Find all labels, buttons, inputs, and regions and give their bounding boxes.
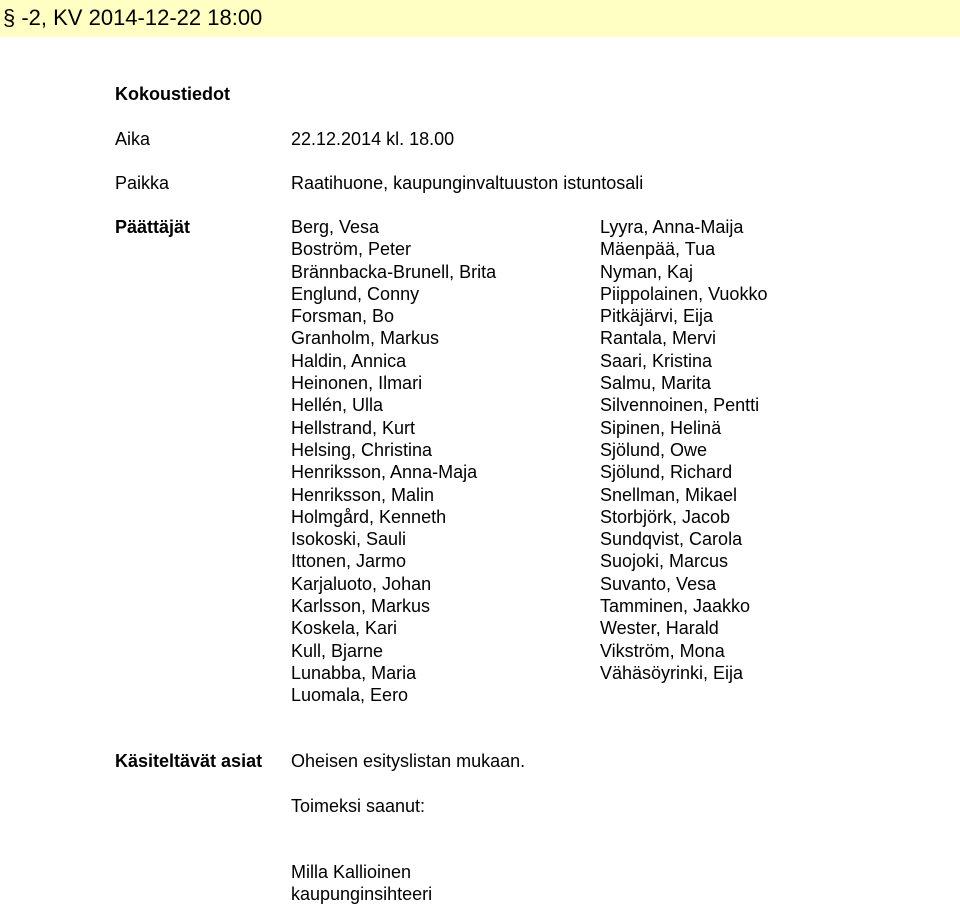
assigned-label: Toimeksi saanut: <box>291 796 426 816</box>
decider-name: Helsing, Christina <box>291 439 433 460</box>
deciders-list-left <box>291 216 496 707</box>
decider-name: Henriksson, Anna-Maja <box>291 462 478 483</box>
deciders-list-right <box>600 216 767 684</box>
decider-name: Pitkäjärvi, Eija <box>600 306 714 327</box>
decider-name: Kull, Bjarne <box>291 640 384 661</box>
decider-name: Lunabba, Maria <box>291 662 417 683</box>
decider-name: Granholm, Markus <box>291 328 440 349</box>
decider-name: Mäenpää, Tua <box>600 239 716 260</box>
decider-name: Sipinen, Helinä <box>600 417 722 438</box>
decider-name: Snellman, Mikael <box>600 484 738 505</box>
matters-value: Oheisen esityslistan mukaan. <box>291 751 526 771</box>
decider-name: Rantala, Mervi <box>600 328 717 349</box>
signer-title: kaupunginsihteeri <box>291 884 433 904</box>
decider-name: Nyman, Kaj <box>600 261 694 282</box>
decider-name: Suvanto, Vesa <box>600 573 717 594</box>
decider-name: Piippolainen, Vuokko <box>600 283 768 304</box>
section-title: Kokoustiedot <box>115 84 230 104</box>
decider-name: Hellén, Ulla <box>291 395 384 416</box>
decider-name: Sjölund, Owe <box>600 439 708 460</box>
decider-name: Karlsson, Markus <box>291 596 431 617</box>
header-bar <box>0 0 960 37</box>
decider-name: Salmu, Marita <box>600 373 712 394</box>
decider-name: Lyyra, Anna-Maija <box>600 217 744 237</box>
decider-name: Tamminen, Jaakko <box>600 596 751 617</box>
decider-name: Suojoki, Marcus <box>600 551 729 572</box>
decider-name: Haldin, Annica <box>291 350 407 371</box>
decider-name: Wester, Harald <box>600 618 719 639</box>
decider-name: Silvennoinen, Pentti <box>600 395 760 416</box>
decider-name: Forsman, Bo <box>291 306 395 327</box>
time-value: 22.12.2014 kl. 18.00 <box>291 129 455 149</box>
time-label: Aika <box>115 129 151 149</box>
place-value: Raatihuone, kaupunginvaltuuston istuntosali <box>291 173 644 193</box>
decider-name: Englund, Conny <box>291 283 420 304</box>
decider-name: Heinonen, Ilmari <box>291 373 423 394</box>
decider-name: Sundqvist, Carola <box>600 529 743 550</box>
decider-name: Isokoski, Sauli <box>291 529 407 550</box>
decider-name: Henriksson, Malin <box>291 484 435 505</box>
decider-name: Berg, Vesa <box>291 217 380 237</box>
deciders-label: Päättäjät <box>115 217 191 237</box>
decider-name: Holmgård, Kenneth <box>291 506 447 527</box>
decider-name: Koskela, Kari <box>291 618 398 639</box>
decider-name: Ittonen, Jarmo <box>291 551 407 572</box>
decider-name: Hellstrand, Kurt <box>291 417 416 438</box>
decider-name: Boström, Peter <box>291 239 412 260</box>
decider-name: Vikström, Mona <box>600 640 725 661</box>
decider-name: Saari, Kristina <box>600 350 713 371</box>
decider-name: Storbjörk, Jacob <box>600 506 731 527</box>
decider-name: Karjaluoto, Johan <box>291 573 432 594</box>
decider-name: Sjölund, Richard <box>600 462 733 483</box>
decider-name: Luomala, Eero <box>291 685 409 706</box>
signer-name: Milla Kallioinen <box>291 862 412 882</box>
decider-name: Brännbacka-Brunell, Brita <box>291 261 497 282</box>
matters-label: Käsiteltävät asiat <box>115 751 263 771</box>
decider-name: Vähäsöyrinki, Eija <box>600 662 744 683</box>
header-title: § -2, KV 2014-12-22 18:00 <box>3 5 263 30</box>
place-label: Paikka <box>115 173 170 193</box>
